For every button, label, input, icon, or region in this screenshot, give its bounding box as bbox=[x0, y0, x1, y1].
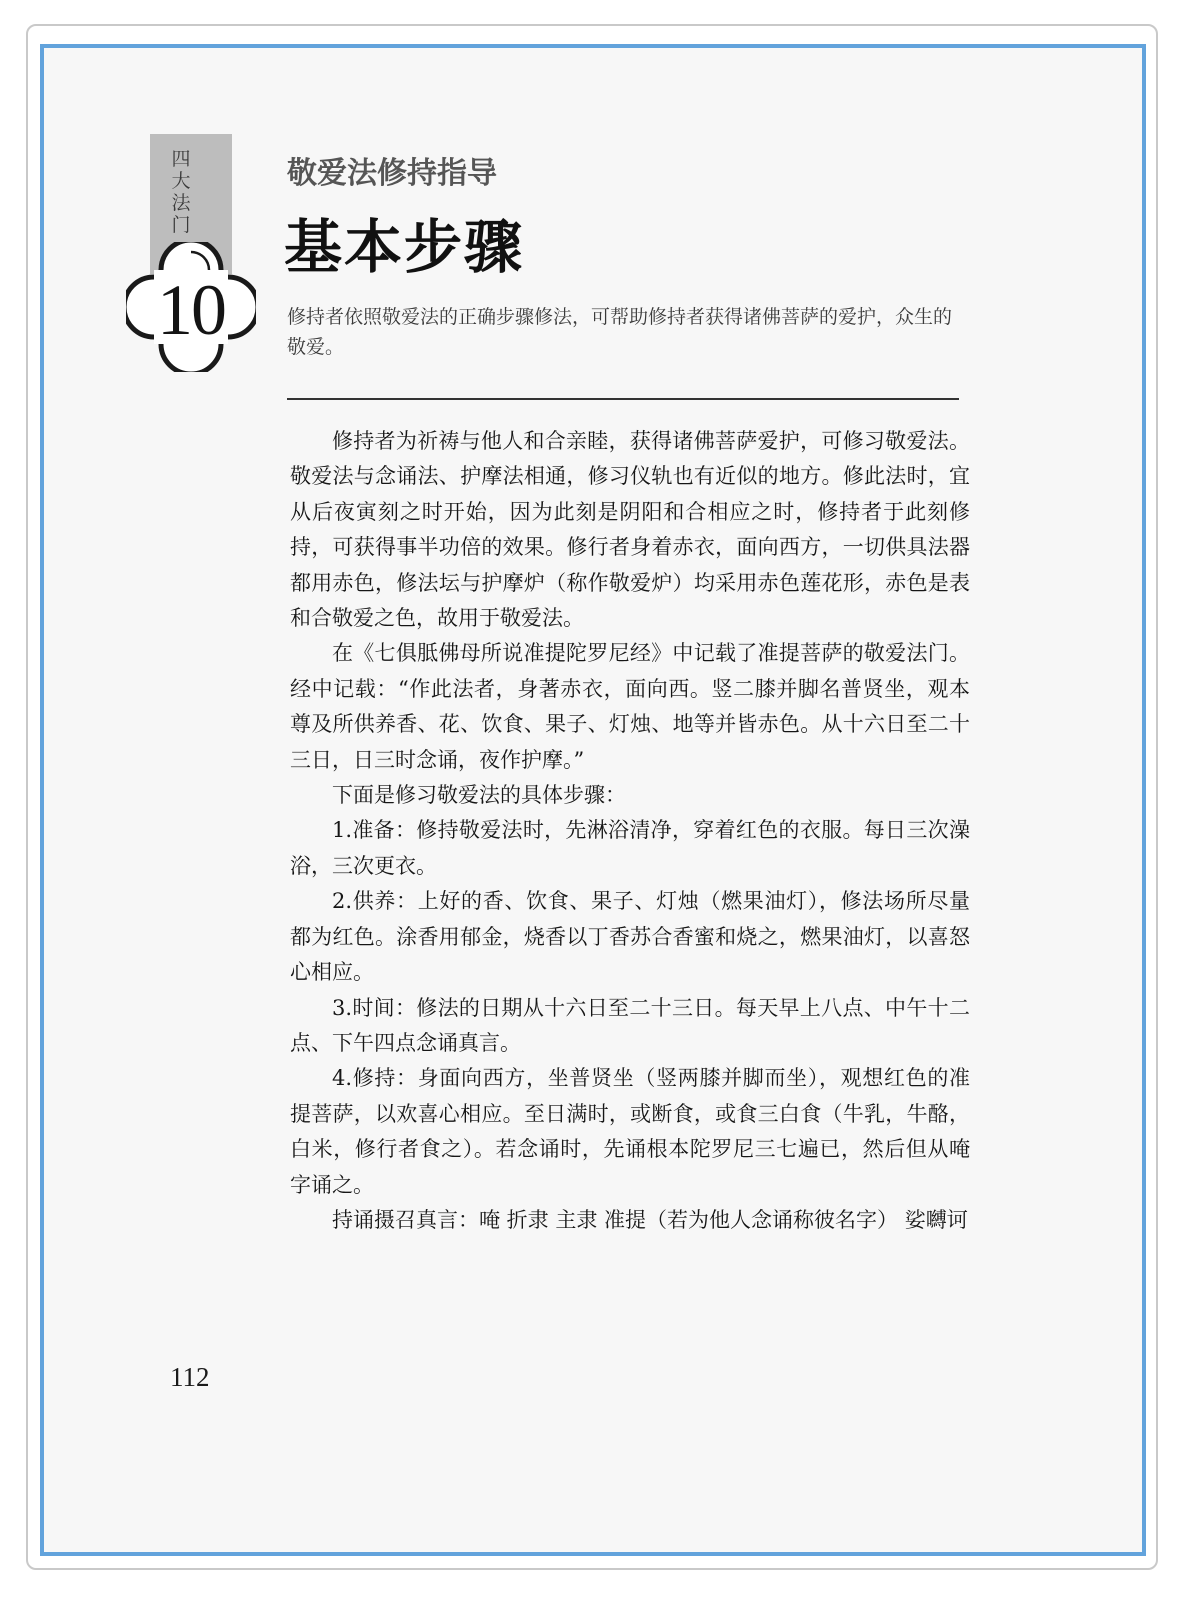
intro-text: 修持者依照敬爱法的正确步骤修法，可帮助修持者获得诸佛菩萨的爱护，众生的敬爱。 bbox=[287, 306, 953, 358]
paragraph: 在《七俱胝佛母所说准提陀罗尼经》中记载了准提菩萨的敬爱法门。经中记载：“作此法者，身著赤衣，面向西。竖二膝并脚名普贤坐，观本尊及所供养香、花、饮食、果子、灯烛、地等并皆赤色。从十六日至二十三日，日三时念诵，夜作护摩。” bbox=[290, 641, 970, 772]
section-tab-label: 四大法门 bbox=[171, 148, 191, 236]
divider bbox=[287, 398, 959, 400]
page-number: 112 bbox=[170, 1362, 210, 1392]
body-text bbox=[290, 424, 970, 1238]
section-kicker: 敬爱法修持指导 bbox=[287, 156, 497, 191]
step-paragraph: 2.供养：上好的香、饮食、果子、灯烛（燃果油灯），修法场所尽量都为红色。涂香用郁金，烧香以丁香苏合香蜜和烧之，燃果油灯，以喜怒心相应。 bbox=[290, 889, 970, 985]
mantra-paragraph: 持诵摄召真言：唵 折隶 主隶 准提（若为他人念诵称彼名字） 娑嚩诃 bbox=[332, 1207, 968, 1232]
paragraph: 下面是修习敬爱法的具体步骤： bbox=[332, 783, 626, 808]
step-paragraph: 3.时间：修法的日期从十六日至二十三日。每天早上八点、中午十二点、下午四点念诵真言。 bbox=[290, 995, 970, 1055]
paragraph: 修持者为祈祷与他人和合亲睦，获得诸佛菩萨爱护，可修习敬爱法。敬爱法与念诵法、护摩法相通，修习仪轨也有近似的地方。修此法时，宜从后夜寅刻之时开始，因为此刻是阴阳和合相应之时，修持者于此刻修持，可获得事半功倍的效果。修行者身着赤衣，面向西方，一切供具法器都用赤色，修法坛与护摩炉（称作敬爱炉）均采用赤色莲花形，赤色是表和合敬爱之色，故用于敬爱法。 bbox=[290, 429, 970, 631]
step-paragraph: 1.准备：修持敬爱法时，先淋浴清净，穿着红色的衣服。每日三次澡浴，三次更衣。 bbox=[290, 818, 970, 878]
chapter-number: 10 bbox=[157, 270, 225, 350]
page-title: 基本步骤 bbox=[284, 213, 525, 281]
step-paragraph: 4.修持：身面向西方，坐普贤坐（竖两膝并脚而坐），观想红色的准提菩萨，以欢喜心相应。至日满时，或断食，或食三白食（牛乳，牛酪，白米，修行者食之）。若念诵时，先诵根本陀罗尼三七遍已，然后但从唵字诵之。 bbox=[290, 1066, 970, 1197]
